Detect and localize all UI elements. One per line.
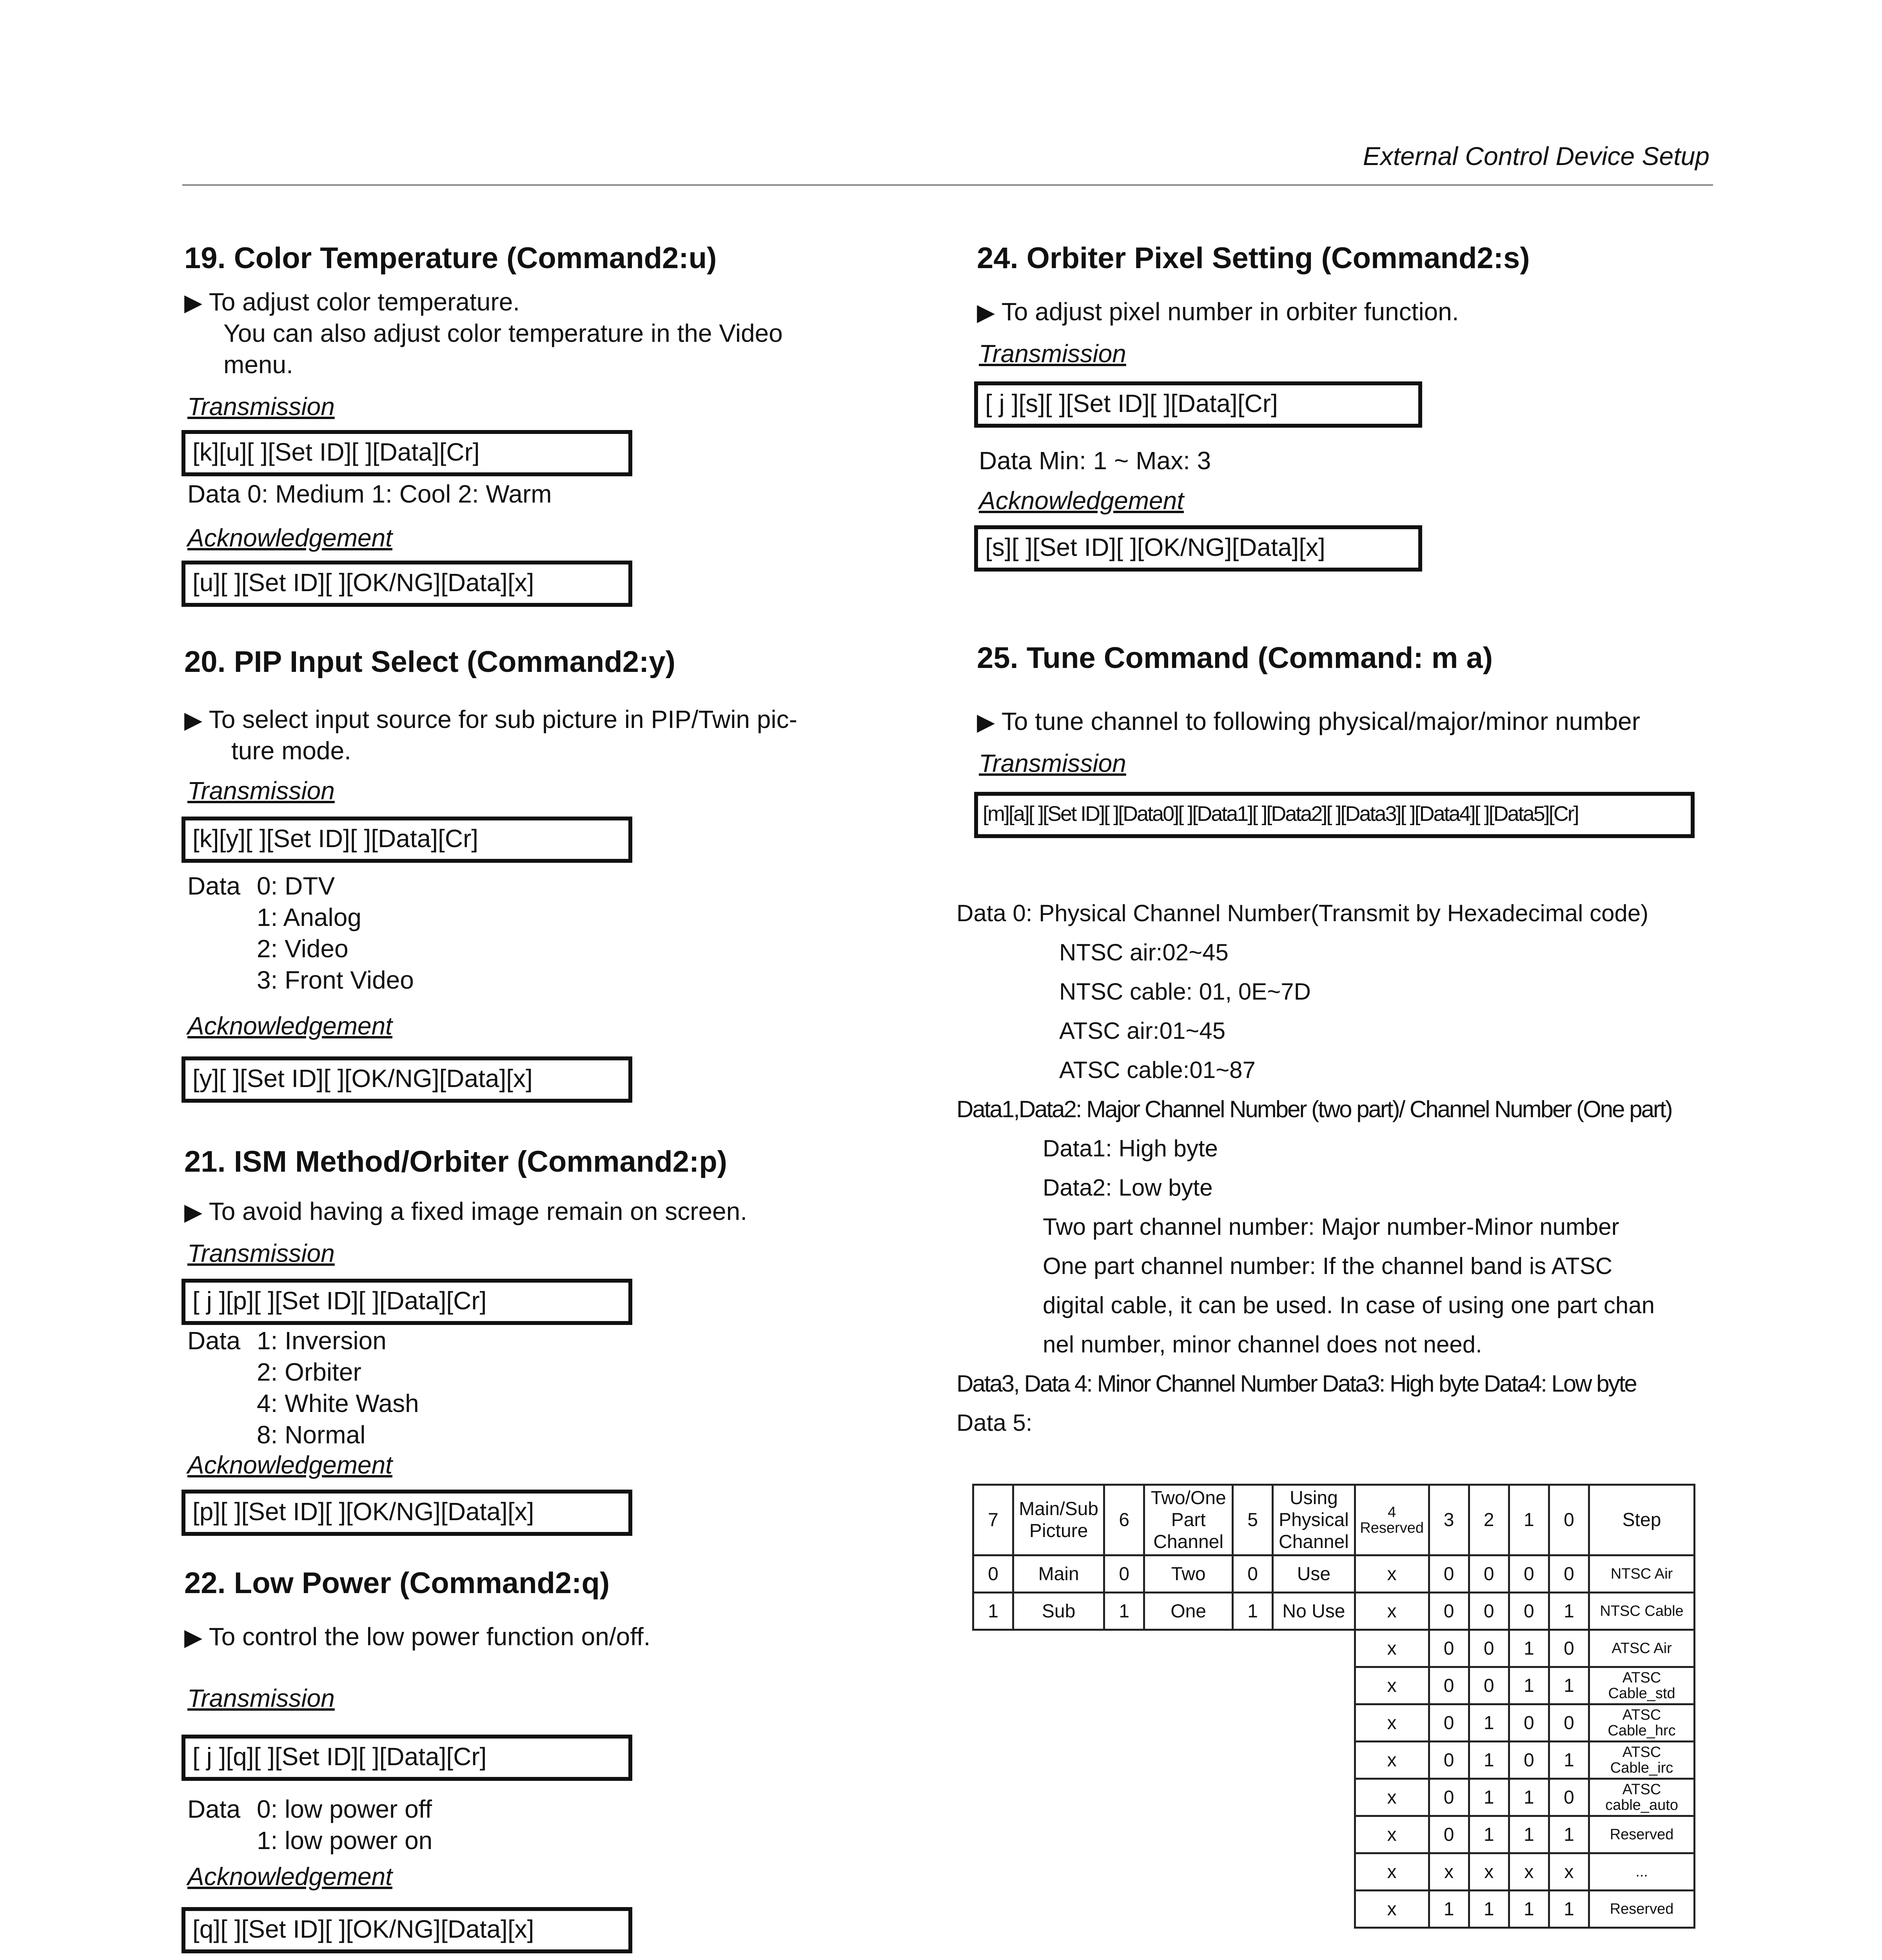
- table-row: [973, 1704, 1695, 1742]
- bit-header-reserved: 4 Reserved: [1355, 1485, 1429, 1555]
- section-24-transmission-label: Transmission: [979, 339, 1126, 368]
- section-25-title: 25. Tune Command (Command: m a): [977, 641, 1493, 675]
- table-cell: 1: [1509, 1779, 1549, 1816]
- section-24-desc: ▶ To adjust pixel number in orbiter function.: [977, 298, 1459, 326]
- table-cell-step: ATSC Cable_irc: [1589, 1742, 1695, 1779]
- bullet-arrow-icon: ▶: [184, 289, 203, 316]
- section-21-data-2: 4: White Wash: [257, 1389, 419, 1417]
- table-cell: 1: [1104, 1593, 1144, 1630]
- table-cell: 1: [1509, 1816, 1549, 1853]
- bullet-arrow-icon: ▶: [184, 1199, 203, 1225]
- table-cell: x: [1355, 1816, 1429, 1853]
- section-19-transmission-label: Transmission: [187, 392, 335, 421]
- bullet-arrow-icon: ▶: [977, 709, 995, 735]
- table-cell: 0: [1429, 1816, 1469, 1853]
- section-20-data-0: 0: DTV: [257, 872, 335, 900]
- bit-header-main-sub: Main/Sub Picture: [1013, 1485, 1104, 1555]
- section-24-ack-box: [s][ ][Set ID][ ][OK/NG][Data][x]: [974, 525, 1422, 572]
- table-cell: 0: [973, 1555, 1013, 1593]
- table-cell: x: [1355, 1667, 1429, 1704]
- section-21-data-1: 2: Orbiter: [257, 1358, 361, 1386]
- section-22-desc: ▶ To control the low power function on/off.: [184, 1622, 651, 1651]
- table-cell: x: [1355, 1891, 1429, 1928]
- table-cell-step: NTSC Cable: [1589, 1593, 1695, 1630]
- table-cell: 0: [1429, 1555, 1469, 1593]
- table-cell: x: [1469, 1853, 1509, 1891]
- section-25-line-6: Data1: High byte: [1043, 1135, 1218, 1161]
- section-22-transmission-box: [ j ][q][ ][Set ID][ ][Data][Cr]: [181, 1735, 632, 1781]
- table-cell-step: ATSC Air: [1589, 1630, 1695, 1667]
- bit-table-header-row: [973, 1485, 1695, 1555]
- table-cell: 0: [1469, 1593, 1509, 1630]
- section-25-line-5: Data1,Data2: Major Channel Number (two part)/ Channel Number (One part): [956, 1096, 1672, 1122]
- table-cell: x: [1355, 1630, 1429, 1667]
- section-22-data-0: 0: low power off: [257, 1795, 432, 1823]
- bit-header-2: 2: [1469, 1485, 1509, 1555]
- table-cell-step: ATSC Cable_std: [1589, 1667, 1695, 1704]
- table-row: [973, 1891, 1695, 1928]
- section-25-line-12: Data3, Data 4: Minor Channel Number Data3: High byte Data4: Low byte: [956, 1370, 1636, 1397]
- bullet-arrow-icon: ▶: [977, 299, 995, 325]
- table-cell: x: [1355, 1742, 1429, 1779]
- section-20-desc-2: ture mode.: [231, 737, 351, 765]
- table-cell-step: ...: [1589, 1853, 1695, 1891]
- section-21-transmission-box: [ j ][p][ ][Set ID][ ][Data][Cr]: [181, 1279, 632, 1325]
- table-cell: Main: [1013, 1555, 1104, 1593]
- section-20-ack-label: Acknowledgement: [187, 1012, 392, 1040]
- table-cell: 0: [1469, 1667, 1509, 1704]
- table-cell: 1: [1509, 1891, 1549, 1928]
- section-19-ack-box: [u][ ][Set ID][ ][OK/NG][Data][x]: [181, 561, 632, 607]
- section-21-data-label: Data: [187, 1327, 241, 1355]
- table-cell: 1: [1469, 1816, 1509, 1853]
- section-19-transmission-box: [k][u][ ][Set ID][ ][Data][Cr]: [181, 430, 632, 476]
- bit-header-6: 6: [1104, 1485, 1144, 1555]
- table-cell-step: ATSC cable_auto: [1589, 1779, 1695, 1816]
- table-cell: 0: [1104, 1555, 1144, 1593]
- section-19-ack-label: Acknowledgement: [187, 524, 392, 552]
- section-21-desc: ▶ To avoid having a fixed image remain on screen.: [184, 1197, 747, 1225]
- bit-header-5: 5: [1233, 1485, 1273, 1555]
- table-cell: 0: [1429, 1742, 1469, 1779]
- table-row: [973, 1816, 1695, 1853]
- table-cell: 1: [1469, 1742, 1509, 1779]
- table-cell: 1: [1429, 1891, 1469, 1928]
- table-cell: 1: [1549, 1667, 1589, 1704]
- table-cell: 1: [1469, 1779, 1509, 1816]
- table-cell: 1: [1509, 1667, 1549, 1704]
- bit-header-step: Step: [1589, 1485, 1695, 1555]
- section-22-ack-box: [q][ ][Set ID][ ][OK/NG][Data][x]: [181, 1907, 632, 1953]
- table-cell: x: [1355, 1555, 1429, 1593]
- table-row: [973, 1853, 1695, 1891]
- table-row: [973, 1555, 1695, 1593]
- table-cell: One: [1144, 1593, 1233, 1630]
- section-22-ack-label: Acknowledgement: [187, 1862, 392, 1891]
- table-cell: x: [1355, 1779, 1429, 1816]
- table-cell: 0: [1469, 1630, 1509, 1667]
- section-22-data-1: 1: low power on: [257, 1826, 433, 1855]
- table-cell: 1: [1549, 1742, 1589, 1779]
- section-25-line-4: ATSC cable:01~87: [1059, 1057, 1256, 1083]
- bit-header-1: 1: [1509, 1485, 1549, 1555]
- table-cell: 0: [1509, 1593, 1549, 1630]
- table-cell: x: [1549, 1853, 1589, 1891]
- section-25-transmission-label: Transmission: [979, 749, 1126, 777]
- table-cell: 0: [1549, 1555, 1589, 1593]
- section-21-data-0: 1: Inversion: [257, 1327, 387, 1355]
- bit-header-physical: Using Physical Channel: [1273, 1485, 1355, 1555]
- table-cell: 0: [1549, 1704, 1589, 1742]
- table-cell: 1: [1469, 1891, 1509, 1928]
- section-20-data-3: 3: Front Video: [257, 966, 414, 994]
- table-cell: x: [1509, 1853, 1549, 1891]
- section-25-line-2: NTSC cable: 01, 0E~7D: [1059, 978, 1311, 1005]
- table-row: [973, 1667, 1695, 1704]
- section-21-data-3: 8: Normal: [257, 1421, 366, 1449]
- section-19-title: 19. Color Temperature (Command2:u): [184, 241, 717, 275]
- table-cell: x: [1355, 1853, 1429, 1891]
- table-cell: 0: [1429, 1593, 1469, 1630]
- table-cell: 0: [1509, 1555, 1549, 1593]
- bullet-arrow-icon: ▶: [184, 1624, 203, 1650]
- table-cell: x: [1355, 1593, 1429, 1630]
- section-20-transmission-box: [k][y][ ][Set ID][ ][Data][Cr]: [181, 817, 632, 863]
- table-cell: 0: [1233, 1555, 1273, 1593]
- section-25-line-0: Data 0: Physical Channel Number(Transmit by Hexadecimal code): [956, 900, 1649, 926]
- table-row: [973, 1742, 1695, 1779]
- section-25-line-1: NTSC air:02~45: [1059, 939, 1229, 965]
- table-cell: 1: [1509, 1630, 1549, 1667]
- table-cell: 0: [1429, 1630, 1469, 1667]
- section-20-title: 20. PIP Input Select (Command2:y): [184, 645, 675, 679]
- table-cell: 0: [1509, 1742, 1549, 1779]
- section-21-title: 21. ISM Method/Orbiter (Command2:p): [184, 1145, 727, 1178]
- section-20-ack-box: [y][ ][Set ID][ ][OK/NG][Data][x]: [181, 1056, 632, 1103]
- table-cell: 1: [1469, 1704, 1509, 1742]
- section-25-line-11: nel number, minor channel does not need.: [1043, 1331, 1482, 1357]
- table-cell: Two: [1144, 1555, 1233, 1593]
- section-25-line-9: One part channel number: If the channel band is ATSC: [1043, 1253, 1613, 1279]
- header-rule: [182, 184, 1713, 186]
- section-19-desc-2: You can also adjust color temperature in the Video: [223, 319, 783, 347]
- table-cell: 0: [1429, 1704, 1469, 1742]
- section-24-title: 24. Orbiter Pixel Setting (Command2:s): [977, 241, 1530, 275]
- bit-header-7: 7: [973, 1485, 1013, 1555]
- table-cell: Sub: [1013, 1593, 1104, 1630]
- section-25-line-7: Data2: Low byte: [1043, 1174, 1213, 1201]
- table-cell: 0: [1469, 1555, 1509, 1593]
- table-cell: 0: [1509, 1704, 1549, 1742]
- section-20-data-label: Data: [187, 872, 241, 900]
- table-cell: Use: [1273, 1555, 1355, 1593]
- section-21-transmission-label: Transmission: [187, 1239, 335, 1267]
- section-24-ack-label: Acknowledgement: [979, 486, 1184, 515]
- table-cell: 1: [1549, 1816, 1589, 1853]
- table-cell: 1: [973, 1593, 1013, 1630]
- table-cell: No Use: [1273, 1593, 1355, 1630]
- section-20-data-2: 2: Video: [257, 935, 348, 963]
- bit-header-3: 3: [1429, 1485, 1469, 1555]
- section-19-data: Data 0: Medium 1: Cool 2: Warm: [187, 480, 552, 508]
- table-cell-step: ATSC Cable_hrc: [1589, 1704, 1695, 1742]
- section-25-line-3: ATSC air:01~45: [1059, 1018, 1226, 1044]
- table-cell: x: [1429, 1853, 1469, 1891]
- section-19-desc-3: menu.: [223, 350, 293, 379]
- section-21-ack-box: [p][ ][Set ID][ ][OK/NG][Data][x]: [181, 1490, 632, 1536]
- section-20-data-1: 1: Analog: [257, 903, 361, 931]
- section-25-line-10: digital cable, it can be used. In case of using one part chan: [1043, 1292, 1655, 1318]
- bullet-arrow-icon: ▶: [184, 707, 203, 733]
- table-cell: 1: [1233, 1593, 1273, 1630]
- section-24-data: Data Min: 1 ~ Max: 3: [979, 446, 1211, 475]
- section-20-desc: ▶ To select input source for sub picture in PIP/Twin pic-: [184, 705, 797, 733]
- section-22-transmission-label: Transmission: [187, 1684, 335, 1712]
- table-cell: x: [1355, 1704, 1429, 1742]
- bit-header-0: 0: [1549, 1485, 1589, 1555]
- table-cell-step: Reserved: [1589, 1891, 1695, 1928]
- table-cell: 1: [1549, 1593, 1589, 1630]
- section-22-data-label: Data: [187, 1795, 241, 1823]
- table-cell: 0: [1549, 1630, 1589, 1667]
- section-25-desc: ▶ To tune channel to following physical/major/minor number: [977, 707, 1641, 735]
- table-cell: 0: [1549, 1779, 1589, 1816]
- section-25-line-8: Two part channel number: Major number-Minor number: [1043, 1214, 1619, 1240]
- section-24-transmission-box: [ j ][s][ ][Set ID][ ][Data][Cr]: [974, 381, 1422, 428]
- data5-bit-table: [972, 1484, 1695, 1929]
- table-cell: 0: [1429, 1667, 1469, 1704]
- section-19-desc: ▶ To adjust color temperature.: [184, 288, 520, 316]
- table-cell-step: NTSC Air: [1589, 1555, 1695, 1593]
- table-cell-step: Reserved: [1589, 1816, 1695, 1853]
- table-row: [973, 1779, 1695, 1816]
- table-row: [973, 1593, 1695, 1630]
- section-25-transmission-box: [m][a][ ][Set ID][ ][Data0][ ][Data1][ ][Data2][ ][Data3][ ][Data4][ ][Data5][Cr]: [974, 792, 1695, 838]
- page-header-title: External Control Device Setup: [1363, 142, 1710, 171]
- bit-header-two-one: Two/One Part Channel: [1144, 1485, 1233, 1555]
- section-22-title: 22. Low Power (Command2:q): [184, 1566, 610, 1600]
- table-row: [973, 1630, 1695, 1667]
- table-cell: 0: [1429, 1779, 1469, 1816]
- table-cell: 1: [1549, 1891, 1589, 1928]
- section-25-line-13: Data 5:: [956, 1410, 1033, 1436]
- section-20-transmission-label: Transmission: [187, 777, 335, 805]
- section-21-ack-label: Acknowledgement: [187, 1451, 392, 1479]
